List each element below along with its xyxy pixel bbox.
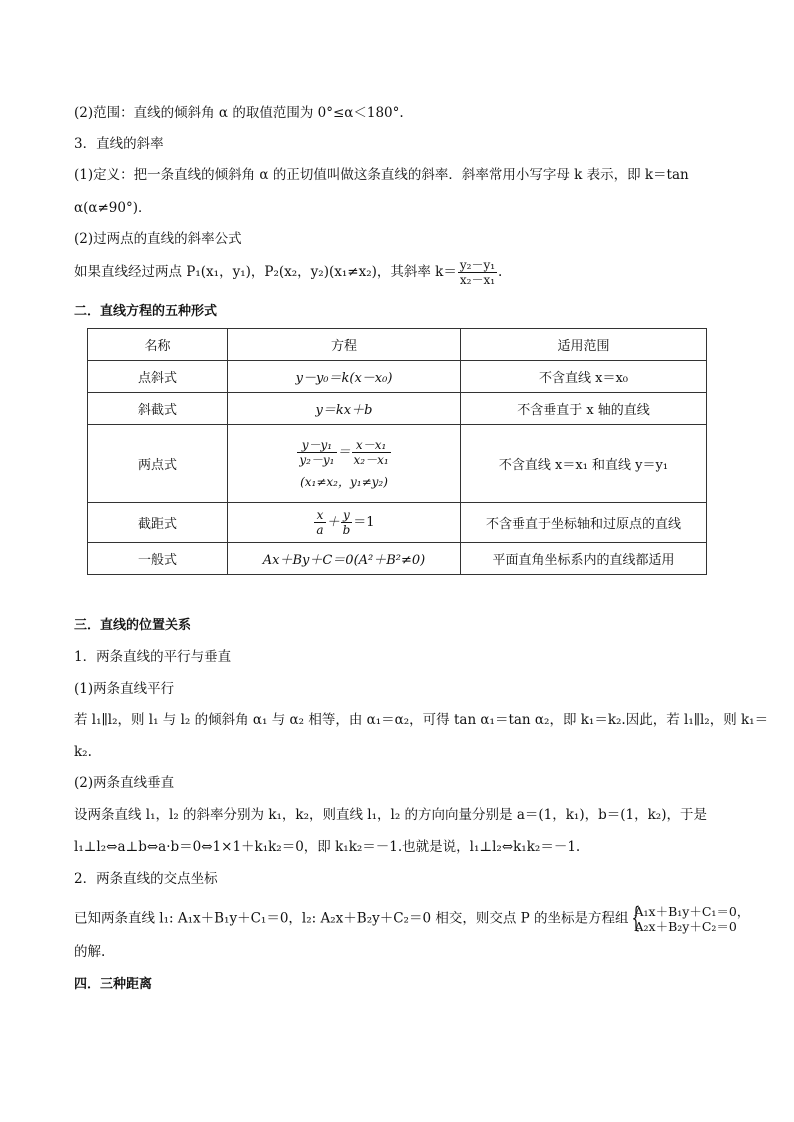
line-forms-table — [87, 328, 707, 575]
parallel-perpendicular-heading: 1．两条直线的平行与垂直 — [74, 649, 232, 665]
table-cell-name: 两点式 — [88, 425, 228, 503]
intercept-fraction-x — [314, 508, 325, 537]
fraction-numerator: y — [341, 508, 353, 523]
table-row — [88, 425, 707, 503]
table-row — [88, 543, 707, 575]
parallel-text-line-2: k₂. — [74, 744, 92, 760]
table-cell-scope: 平面直角坐标系内的直线都适用 — [461, 543, 707, 575]
equation-system — [629, 901, 750, 934]
fraction-numerator: x — [314, 508, 325, 523]
table-header-row — [88, 329, 707, 361]
table-cell-scope: 不含垂直于坐标轴和过原点的直线 — [461, 503, 707, 543]
system-row-1: A₁x＋B₁y＋C₁＝0， — [634, 904, 750, 919]
table-cell-equation — [228, 425, 461, 503]
table-cell-equation: y－y₀＝k(x－x₀) — [228, 361, 461, 393]
fraction-denominator: x₂－x₁ — [353, 452, 389, 467]
table-row — [88, 503, 707, 543]
table-cell-name: 一般式 — [88, 543, 228, 575]
range-line: (2)范围：直线的倾斜角 α 的取值范围为 0°≤α＜180°. — [74, 105, 404, 121]
table-cell-name: 斜截式 — [88, 393, 228, 425]
slope-formula-text: 如果直线经过两点 P₁(x₁，y₁)，P₂(x₂，y₂)(x₁≠x₂)，其斜率 k＝ — [74, 264, 457, 280]
fraction-denominator: y₂－y₁ — [299, 452, 335, 467]
table-cell-name: 点斜式 — [88, 361, 228, 393]
two-point-condition: (x₁≠x₂，y₁≠y₂) — [300, 474, 388, 489]
table-cell-equation: Ax＋By＋C＝0(A²＋B²≠0) — [228, 543, 461, 575]
perpendicular-text-line-2: l₁⊥l₂⇔a⊥b⇔a·b＝0⇔1×1＋k₁k₂＝0，即 k₁k₂＝－1.也就是说，l₁⊥l₂⇔k₁k₂＝－1. — [74, 839, 581, 855]
intersection-text: 已知两条直线 l₁: A₁x＋B₁y＋C₁＝0，l₂: A₂x＋B₂y＋C₂＝0 相交，则交点 P 的坐标是方程组 — [74, 910, 629, 927]
fraction-denominator: a — [316, 523, 324, 537]
intercept-fraction-y — [341, 508, 353, 537]
intersection-text-line-2: 的解. — [74, 944, 106, 960]
slope-numerator: y₂－y₁ — [459, 258, 496, 272]
section-four-heading: 四．三种距离 — [74, 977, 153, 992]
slope-definition-line-1: (1)定义：把一条直线的倾斜角 α 的正切值叫做这条直线的斜率．斜率常用小写字母 k 表示，即 k＝tan — [74, 167, 689, 183]
section-three-heading: 三．直线的位置关系 — [74, 618, 192, 633]
slope-denominator: x₂－x₁ — [459, 273, 496, 287]
table-cell-scope: 不含直线 x＝x₁ 和直线 y＝y₁ — [461, 425, 707, 503]
two-point-slope-heading: (2)过两点的直线的斜率公式 — [74, 231, 242, 247]
table-header-equation: 方程 — [228, 329, 461, 361]
table-cell-equation — [228, 503, 461, 543]
system-row-2: A₂x＋B₂y＋C₂＝0 — [634, 919, 737, 934]
table-cell-equation: y＝kx＋b — [228, 393, 461, 425]
perpendicular-text-line-1: 设两条直线 l₁，l₂ 的斜率分别为 k₁，k₂，则直线 l₁，l₂ 的方向向量分别是 a＝(1，k₁)，b＝(1，k₂)，于是 — [74, 807, 707, 823]
table-cell-scope: 不含垂直于 x 轴的直线 — [461, 393, 707, 425]
plus-sign: ＋ — [326, 515, 340, 530]
table-row — [88, 361, 707, 393]
left-brace-icon: { — [630, 901, 640, 934]
equals-one: ＝1 — [353, 515, 375, 530]
equals-sign: ＝ — [337, 444, 351, 460]
section-slope-heading: 3．直线的斜率 — [74, 136, 164, 152]
slope-fraction — [458, 258, 497, 287]
section-two-heading: 二．直线方程的五种形式 — [74, 304, 218, 319]
fraction-denominator: b — [342, 523, 351, 537]
slope-definition-line-2: α(α≠90°)． — [74, 200, 152, 216]
intersection-heading: 2．两条直线的交点坐标 — [74, 871, 218, 887]
fraction-numerator: y－y₁ — [297, 438, 336, 453]
table-row — [88, 393, 707, 425]
table-header-scope: 适用范围 — [461, 329, 707, 361]
table-cell-scope: 不含直线 x＝x₀ — [461, 361, 707, 393]
parallel-subheading: (1)两条直线平行 — [74, 681, 175, 697]
fraction-numerator: x－x₁ — [352, 438, 391, 453]
slope-formula-line: 如果直线经过两点 P₁(x₁，y₁)，P₂(x₂，y₂)(x₁≠x₂)，其斜率 k＝ $\frac{\text{y₂－y₁}}{\text{x₂－x₁}}$ . — [74, 258, 503, 287]
parallel-text-line-1: 若 l₁∥l₂，则 l₁ 与 l₂ 的倾斜角 α₁ 与 α₂ 相等，由 α₁＝α₂，可得 tan α₁＝tan α₂，即 k₁＝k₂.因此，若 l₁∥l₂，则 k₁＝ — [74, 712, 769, 728]
perpendicular-subheading: (2)两条直线垂直 — [74, 775, 175, 791]
table-header-name: 名称 — [88, 329, 228, 361]
two-point-fraction-left — [297, 438, 336, 467]
table-cell-name: 截距式 — [88, 503, 228, 543]
intersection-text-line-1 — [74, 901, 750, 934]
two-point-fraction-right — [352, 438, 391, 467]
